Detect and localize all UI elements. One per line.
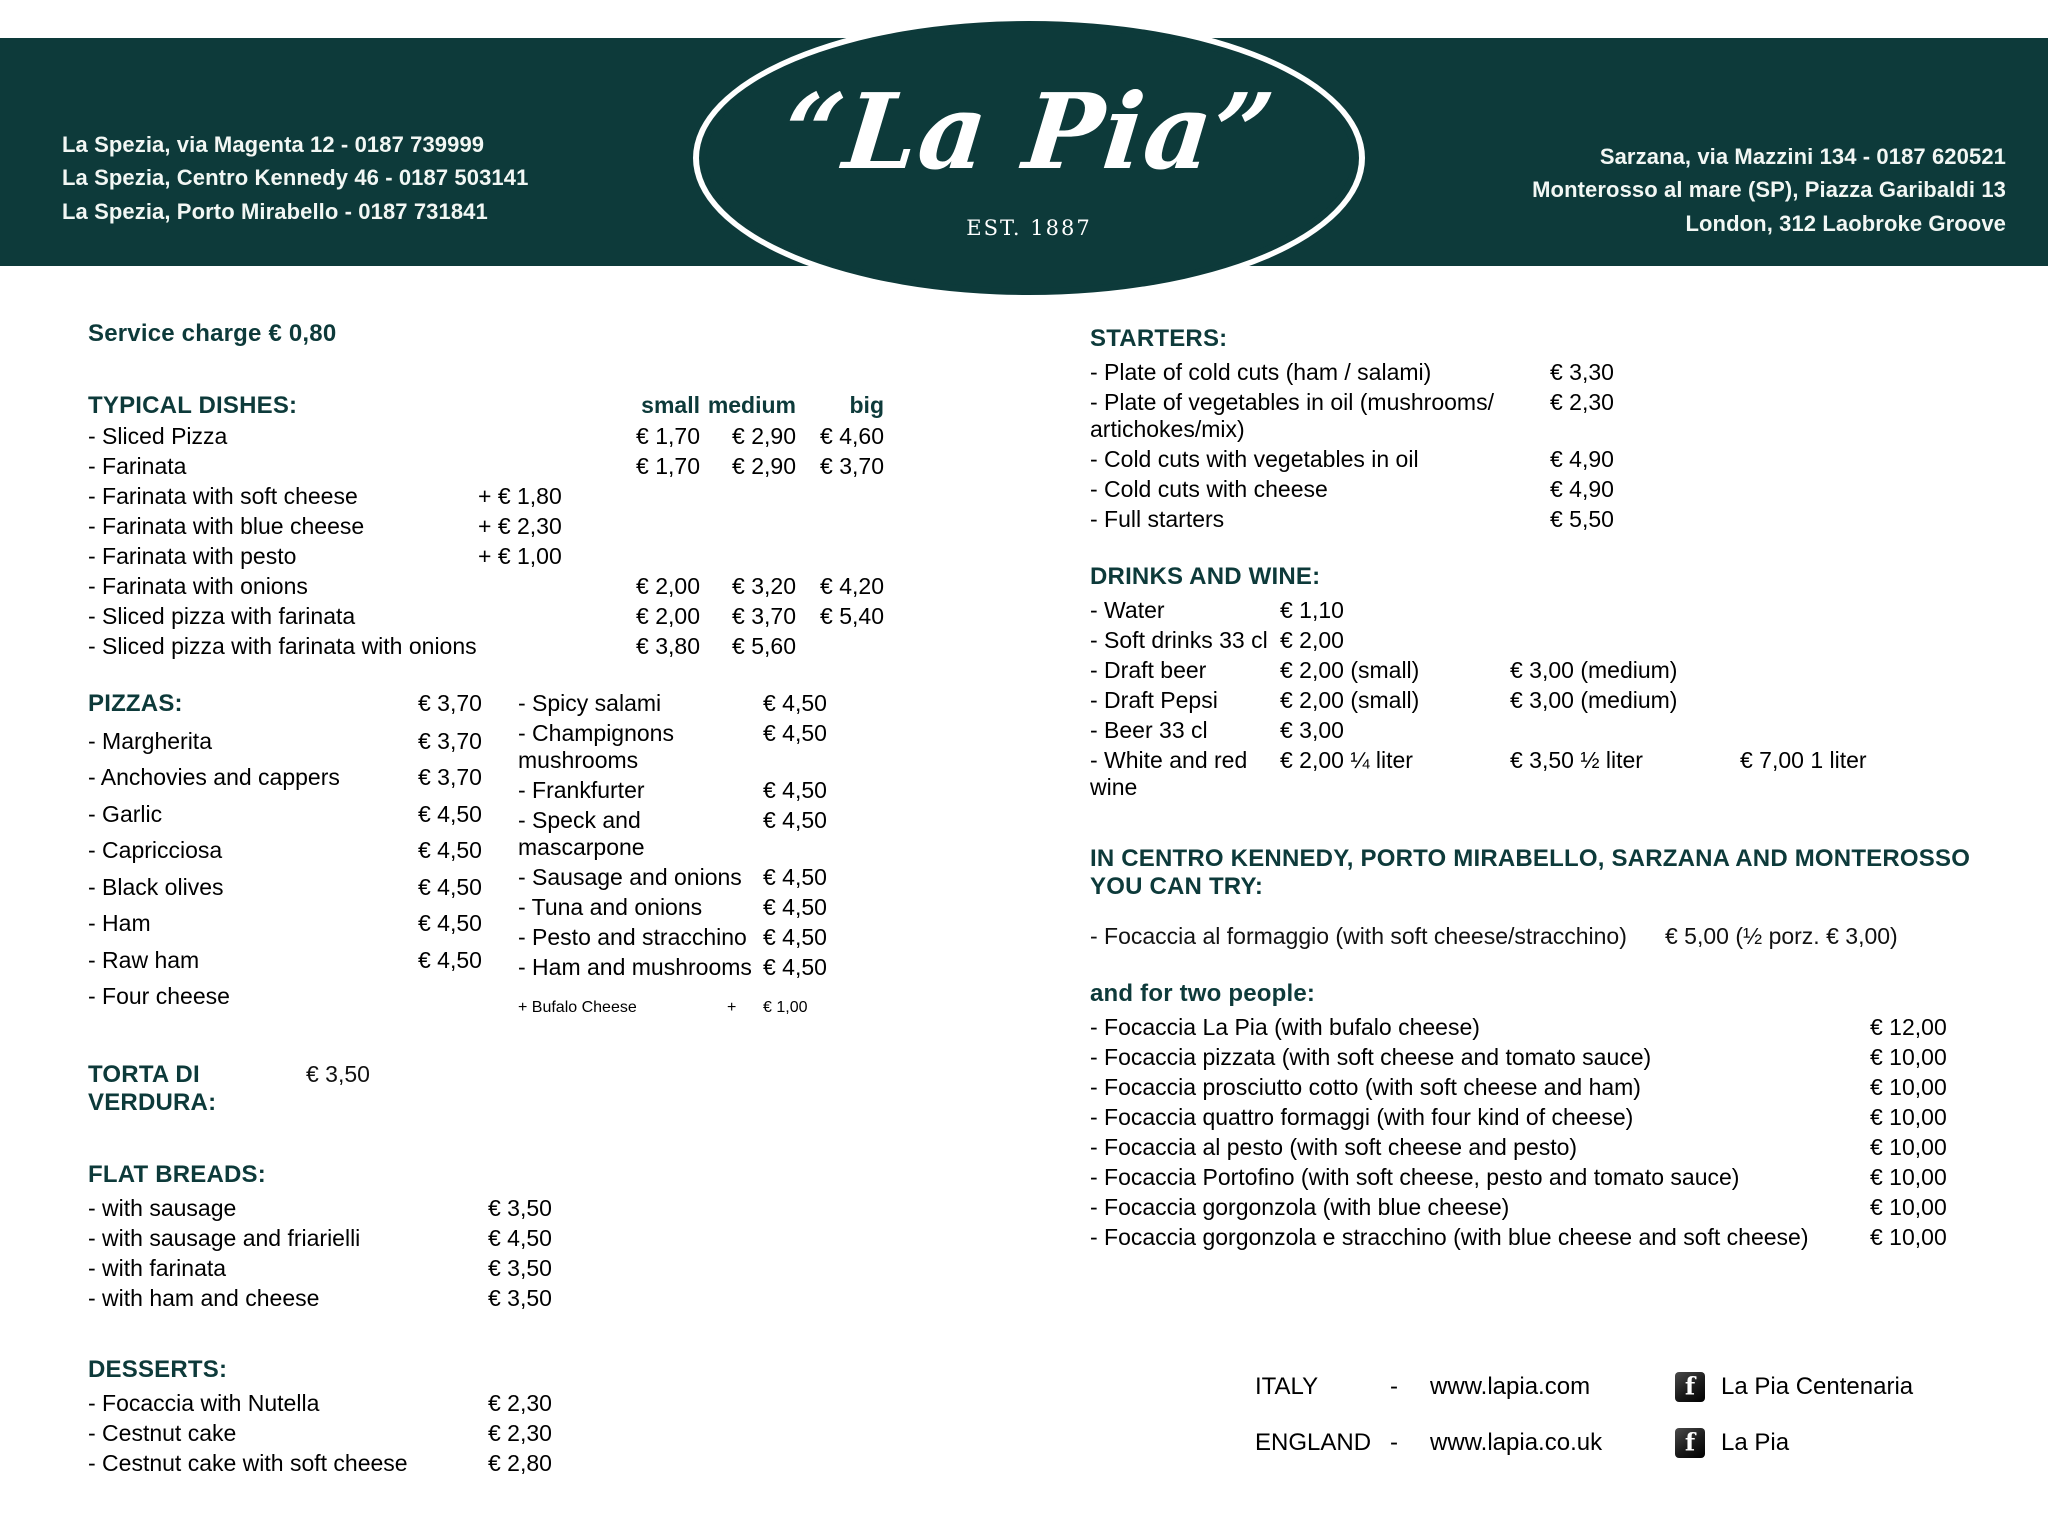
list-item-price: € 3,50 [488, 1195, 552, 1221]
list-item-price: € 4,90 [1550, 476, 1614, 502]
list-item-price: € 3,30 [1550, 359, 1614, 385]
table-cell-medium: € 2,90 [732, 453, 796, 479]
list-item: - Cestnut cake [88, 1420, 237, 1446]
focaccia-formaggio-row [1090, 923, 1990, 950]
list-item: - Focaccia Portofino (with soft cheese, pesto and tomato sauce) [1090, 1164, 1740, 1190]
footer-row-england [1255, 1428, 1913, 1458]
two-people-title: and for two people: [1090, 980, 1316, 1007]
torta-title: TORTA DI VERDURA: [88, 1061, 217, 1116]
footer-contacts [1255, 1372, 1913, 1484]
list-item: - Focaccia pizzata (with soft cheese and tomato sauce) [1090, 1044, 1652, 1070]
header-addresses-right [1532, 140, 2006, 240]
table-cell-medium: € 3,70 [732, 603, 796, 629]
list-item-price: € 4,50 [763, 690, 827, 716]
list-item-price: € 4,50 [763, 807, 827, 833]
list-item-price: € 2,80 [488, 1450, 552, 1476]
desserts-section [88, 1356, 1018, 1477]
list-item: - Cestnut cake with soft cheese [88, 1450, 408, 1476]
list-item: - with sausage [88, 1195, 237, 1221]
drinks-list [1090, 597, 1990, 801]
list-item-price: € 2,30 [488, 1390, 552, 1416]
centro-title-line2: YOU CAN TRY: [1090, 873, 1264, 900]
column-header-medium: medium [707, 392, 796, 418]
two-people-list [1090, 1014, 1990, 1251]
centro-kennedy-section [1090, 845, 1990, 1251]
list-item: - Four cheese [88, 983, 230, 1010]
list-item-price: € 10,00 [1870, 1194, 1947, 1220]
list-item: - Focaccia with Nutella [88, 1390, 320, 1416]
flat-breads-title: FLAT BREADS: [88, 1161, 266, 1188]
list-item-price: € 12,00 [1870, 1014, 1947, 1040]
typical-dishes-table [88, 392, 1018, 660]
facebook-icon[interactable] [1675, 1372, 1705, 1402]
header-addresses-left [62, 128, 528, 228]
list-item-price: € 10,00 [1870, 1074, 1947, 1100]
list-item-price: € 10,00 [1870, 1224, 1947, 1250]
torta-price: € 3,50 [306, 1061, 370, 1087]
starters-list [1090, 359, 1990, 533]
list-item: - with farinata [88, 1255, 227, 1281]
list-item: - Focaccia al pesto (with soft cheese and pesto) [1090, 1134, 1578, 1160]
list-item: - Margherita [88, 727, 212, 754]
address-line: Monterosso al mare (SP), Piazza Garibaldi 13 [1532, 177, 2006, 203]
footer-social-name[interactable]: La Pia [1721, 1429, 1790, 1456]
torta-di-verdura-section [88, 1061, 1018, 1117]
table-cell-extra: + € 1,00 [478, 543, 562, 569]
table-cell-small: € 1,70 [636, 453, 700, 479]
column-header-small: small [641, 392, 700, 418]
list-item: - Speck and mascarpone [518, 807, 645, 860]
list-item: - Ham [88, 910, 151, 937]
footer-website-link[interactable]: www.lapia.com [1430, 1373, 1591, 1400]
flat-breads-section [88, 1161, 1018, 1312]
list-item-price: € 10,00 [1870, 1134, 1947, 1160]
list-item: - Plate of vegetables in oil (mushrooms/ artichokes/mix) [1090, 389, 1494, 442]
list-item: - Capricciosa [88, 837, 223, 864]
drink-price-2: € 3,00 (medium) [1510, 687, 1678, 713]
drinks-title: DRINKS AND WINE: [1090, 563, 1321, 590]
list-item: - Focaccia quattro formaggi (with four kind of cheese) [1090, 1104, 1634, 1130]
table-cell-big: € 4,60 [820, 423, 884, 449]
list-item-price: € 4,50 [763, 924, 827, 950]
pizzas-right-wrap [518, 690, 858, 1017]
list-item: - Garlic [88, 800, 163, 827]
footer-social-name[interactable]: La Pia Centenaria [1721, 1373, 1914, 1400]
list-item-price: € 3,70 [418, 764, 482, 791]
table-row: - Farinata with soft cheese [88, 483, 358, 509]
drink-price-1: € 2,00 ¼ liter [1280, 747, 1413, 773]
list-item: - Tuna and onions [518, 894, 703, 920]
table-row: - Farinata [88, 453, 187, 479]
table-row: - Farinata with blue cheese [88, 513, 365, 539]
flat-breads-list [88, 1195, 1018, 1312]
list-item: - Focaccia La Pia (with bufalo cheese) [1090, 1014, 1480, 1040]
footer-dash: - [1390, 1429, 1398, 1456]
service-charge-note: Service charge € 0,80 [88, 320, 337, 347]
address-line: Sarzana, via Mazzini 134 - 0187 620521 [1599, 144, 2006, 169]
address-line: London, 312 Laobroke Groove [1685, 210, 2006, 236]
drink-price-2: € 3,00 (medium) [1510, 657, 1678, 683]
bufalo-label: + Bufalo Cheese [518, 999, 637, 1016]
list-item-price: € 10,00 [1870, 1044, 1947, 1070]
table-cell-big: € 3,70 [820, 453, 884, 479]
list-item: - Focaccia gorgonzola e stracchino (with blue cheese and soft cheese) [1090, 1224, 1809, 1250]
list-item-price: € 4,50 [418, 837, 482, 864]
footer-country-label: ENGLAND [1255, 1429, 1372, 1456]
list-item-price: € 4,50 [418, 910, 482, 937]
pizzas-section [88, 690, 1018, 1017]
table-cell-small: € 1,70 [636, 423, 700, 449]
footer-row-italy [1255, 1372, 1913, 1402]
address-line: La Spezia, Centro Kennedy 46 - 0187 503141 [62, 165, 529, 191]
list-item-price: € 3,50 [488, 1255, 552, 1281]
list-item-price: € 10,00 [1870, 1164, 1947, 1190]
list-item-price: € 4,50 [488, 1225, 552, 1251]
list-item: - Focaccia prosciutto cotto (with soft cheese and ham) [1090, 1074, 1641, 1100]
drink-price-1: € 2,00 (small) [1280, 657, 1420, 683]
table-cell-extra: + € 2,30 [478, 513, 562, 539]
list-item: - Draft beer [1090, 657, 1207, 683]
bufalo-plus-sign: + [727, 999, 737, 1016]
list-item: - Ham and mushrooms [518, 954, 752, 980]
table-row: - Sliced pizza with farinata with onions [88, 633, 477, 659]
list-item: - Sausage and onions [518, 864, 742, 890]
list-item: - Soft drinks 33 cl [1090, 627, 1268, 653]
column-header-big: big [849, 392, 884, 418]
table-cell-big: € 5,40 [820, 603, 884, 629]
list-item: - Full starters [1090, 506, 1225, 532]
table-cell-extra: + € 1,80 [478, 483, 562, 509]
list-item: - with sausage and friarielli [88, 1225, 361, 1251]
list-item: - Focaccia al formaggio (with soft cheese/stracchino) [1090, 923, 1627, 949]
table-cell-big: € 4,20 [820, 573, 884, 599]
list-item-price: € 4,50 [763, 720, 827, 746]
facebook-icon[interactable] [1675, 1428, 1705, 1458]
table-cell-medium: € 5,60 [732, 633, 796, 659]
starters-title: STARTERS: [1090, 325, 1228, 352]
desserts-list [88, 1390, 1018, 1477]
list-item: - Water [1090, 597, 1165, 623]
list-item: - Cold cuts with vegetables in oil [1090, 446, 1419, 472]
drink-price-1: € 1,10 [1280, 597, 1344, 623]
table-row: - Farinata with onions [88, 573, 308, 599]
list-item: - with ham and cheese [88, 1285, 320, 1311]
drink-price-3: € 7,00 1 liter [1740, 747, 1867, 773]
drink-price-1: € 2,00 [1280, 627, 1344, 653]
list-item-price: € 5,50 [1550, 506, 1614, 532]
list-item-price: € 4,50 [763, 894, 827, 920]
logo-established-text: EST. 1887 [966, 216, 1092, 240]
left-column [88, 320, 1018, 1477]
centro-title-line1: IN CENTRO KENNEDY, PORTO MIRABELLO, SARZANA AND MONTEROSSO [1090, 845, 1971, 872]
brand-logo [706, 28, 1352, 288]
table-row: - Sliced Pizza [88, 423, 228, 449]
list-item: - Black olives [88, 873, 224, 900]
pizzas-base-price: € 3,70 [418, 690, 482, 716]
footer-website-link[interactable]: www.lapia.co.uk [1430, 1429, 1603, 1456]
desserts-title: DESSERTS: [88, 1356, 228, 1383]
drink-price-1: € 2,00 (small) [1280, 687, 1420, 713]
list-item-price: € 2,30 [1550, 389, 1614, 415]
pizzas-title: PIZZAS: [88, 690, 183, 717]
list-item: - Plate of cold cuts (ham / salami) [1090, 359, 1432, 385]
starters-section [1090, 325, 1990, 533]
right-column [1090, 325, 1990, 1251]
table-cell-small: € 3,80 [636, 633, 700, 659]
footer-country-label: ITALY [1255, 1373, 1319, 1400]
pizzas-right-list [518, 690, 858, 981]
table-cell-small: € 2,00 [636, 603, 700, 629]
list-item: - White and red wine [1090, 747, 1248, 800]
list-item-price: € 3,50 [488, 1285, 552, 1311]
list-item: - Pesto and stracchino [518, 924, 747, 950]
footer-dash: - [1390, 1373, 1398, 1400]
drink-price-1: € 3,00 [1280, 717, 1344, 743]
table-row: - Sliced pizza with farinata [88, 603, 356, 629]
bufalo-price: € 1,00 [763, 999, 808, 1016]
list-item-price: € 4,50 [418, 873, 482, 900]
list-item: - Spicy salami [518, 690, 662, 716]
list-item: - Draft Pepsi [1090, 687, 1218, 713]
pizzas-left-list [88, 690, 518, 1017]
typical-dishes-title: TYPICAL DISHES: [88, 392, 298, 419]
list-item-price: € 5,00 (½ porz. € 3,00) [1665, 923, 1898, 949]
drink-price-2: € 3,50 ½ liter [1510, 747, 1643, 773]
drinks-and-wine-section [1090, 563, 1990, 801]
list-item: - Anchovies and cappers [88, 764, 340, 791]
list-item: - Focaccia gorgonzola (with blue cheese) [1090, 1194, 1510, 1220]
list-item-price: € 3,70 [418, 727, 482, 754]
table-cell-small: € 2,00 [636, 573, 700, 599]
list-item-price: € 4,50 [418, 946, 482, 973]
list-item-price: € 4,50 [763, 864, 827, 890]
list-item: - Raw ham [88, 946, 200, 973]
list-item: - Beer 33 cl [1090, 717, 1208, 743]
address-line: La Spezia, Porto Mirabello - 0187 731841 [62, 198, 488, 224]
list-item-price: € 4,90 [1550, 446, 1614, 472]
bufalo-cheese-addon [518, 999, 858, 1017]
list-item: - Champignons mushrooms [518, 720, 674, 773]
address-line: La Spezia, via Magenta 12 - 0187 739999 [62, 132, 485, 157]
list-item-price: € 2,30 [488, 1420, 552, 1446]
table-cell-medium: € 3,20 [732, 573, 796, 599]
table-row: - Farinata with pesto [88, 543, 297, 569]
list-item: - Cold cuts with cheese [1090, 476, 1328, 502]
logo-wordmark: “La Pia” [777, 70, 1281, 193]
list-item-price: € 10,00 [1870, 1104, 1947, 1130]
list-item-price: € 4,50 [418, 800, 482, 827]
table-cell-medium: € 2,90 [732, 423, 796, 449]
list-item-price: € 4,50 [763, 954, 827, 980]
list-item: - Frankfurter [518, 777, 645, 803]
list-item-price: € 4,50 [763, 777, 827, 803]
